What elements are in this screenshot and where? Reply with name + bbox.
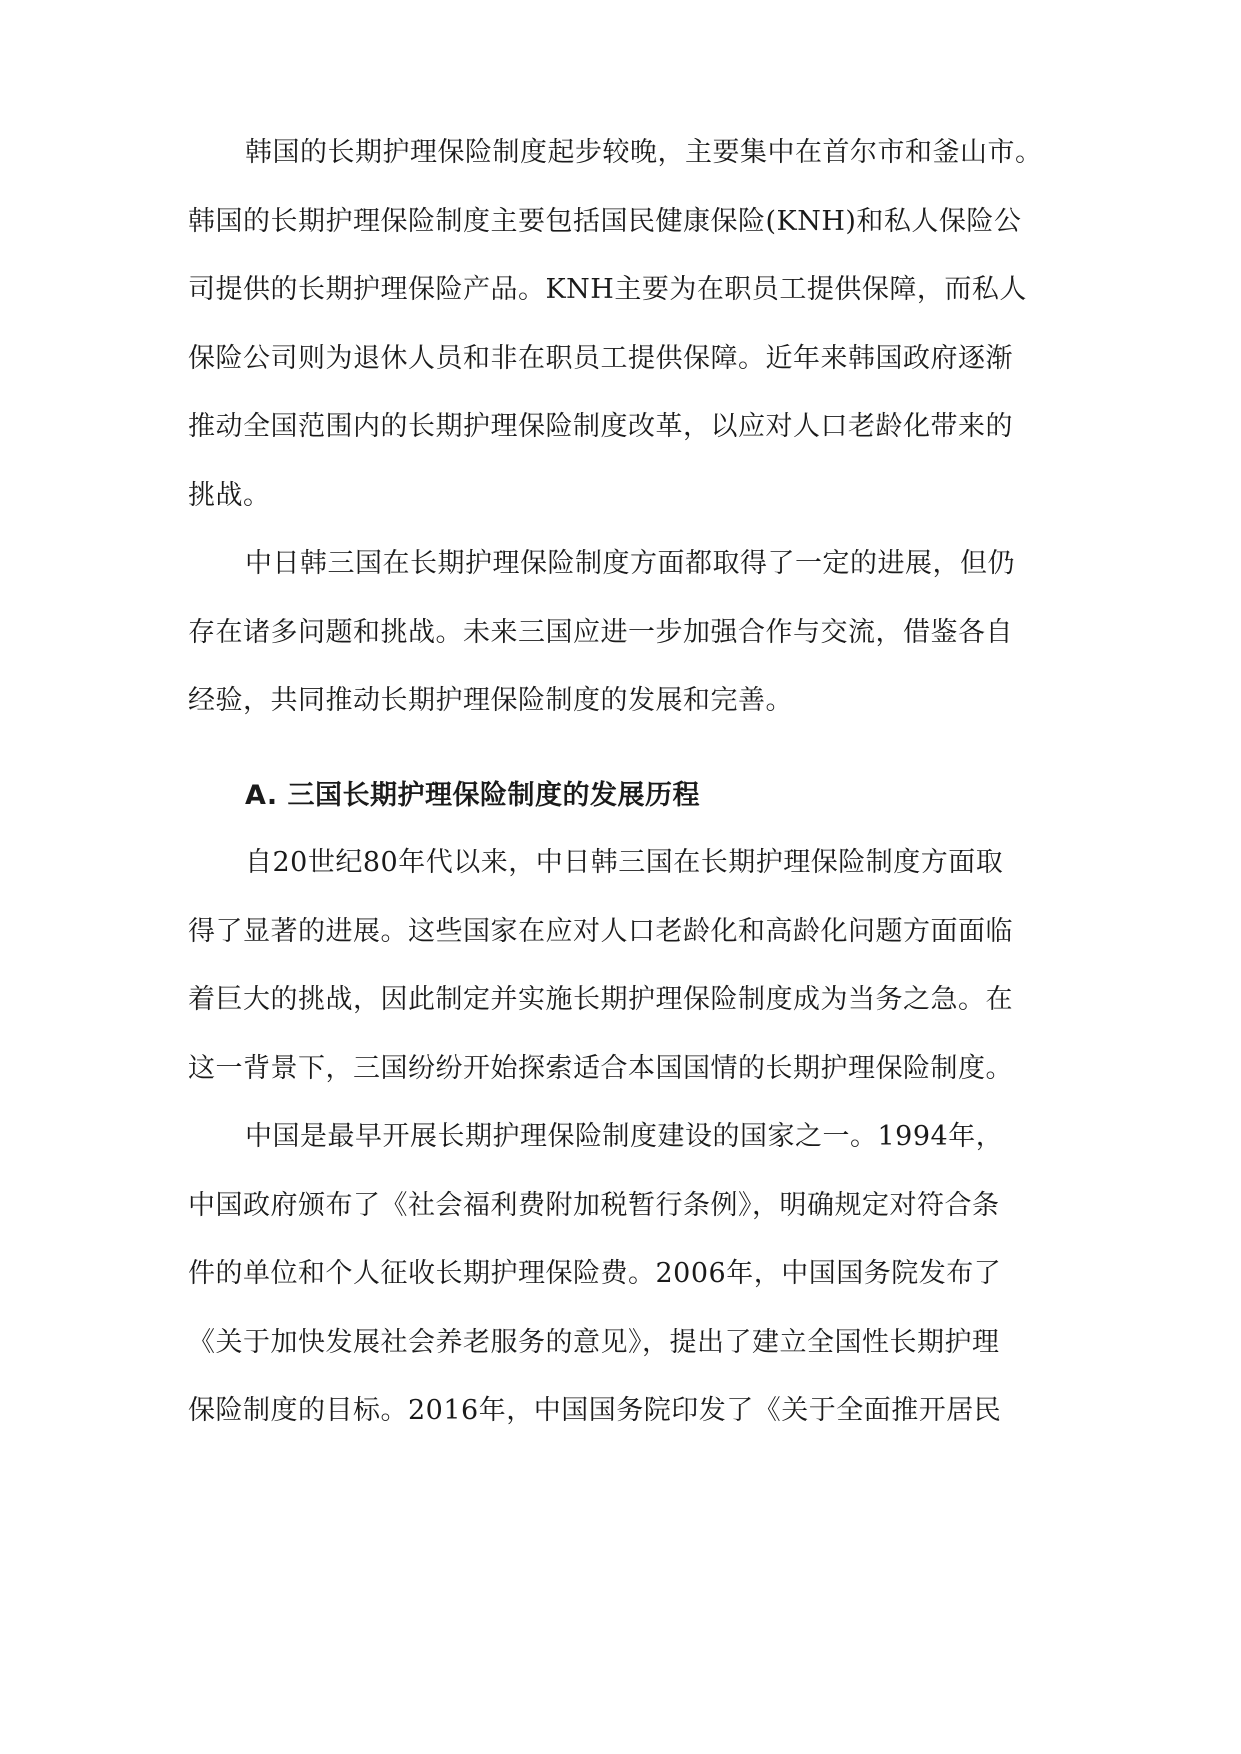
text-line: 自20世纪80年代以来，中日韩三国在长期护理保险制度方面取 xyxy=(245,847,1004,878)
text-line: 韩国的长期护理保险制度主要包括国民健康保险(KNH)和私人保险公 xyxy=(188,206,1022,237)
text-line: 着巨大的挑战，因此制定并实施长期护理保险制度成为当务之急。在 xyxy=(188,984,1013,1015)
text-line: 存在诸多问题和挑战。未来三国应进一步加强合作与交流，借鉴各自 xyxy=(188,617,1013,648)
text-line: 司提供的长期护理保险产品。KNH主要为在职员工提供保障，而私人 xyxy=(188,274,1027,305)
text-line: 经验，共同推动长期护理保险制度的发展和完善。 xyxy=(188,685,793,716)
text-line: 挑战。 xyxy=(188,480,271,511)
text-line: 保险公司则为退休人员和非在职员工提供保障。近年来韩国政府逐渐 xyxy=(188,343,1013,374)
text-line: 推动全国范围内的长期护理保险制度改革，以应对人口老龄化带来的 xyxy=(188,411,1013,442)
text-line: 得了显著的进展。这些国家在应对人口老龄化和高龄化问题方面面临 xyxy=(188,916,1013,947)
text-line: 中日韩三国在长期护理保险制度方面都取得了一定的进展，但仍 xyxy=(245,548,1015,579)
text-line: 《关于加快发展社会养老服务的意见》，提出了建立全国性长期护理 xyxy=(188,1327,1000,1358)
text-line: 保险制度的目标。2016年，中国国务院印发了《关于全面推开居民 xyxy=(188,1395,1002,1426)
text-line: 韩国的长期护理保险制度起步较晚，主要集中在首尔市和釜山市。 xyxy=(245,137,1043,168)
text-line: 这一背景下，三国纷纷开始探索适合本国国情的长期护理保险制度。 xyxy=(188,1053,1013,1084)
text-line: 中国是最早开展长期护理保险制度建设的国家之一。1994年， xyxy=(245,1121,1004,1152)
text-line: 中国政府颁布了《社会福利费附加税暂行条例》，明确规定对符合条 xyxy=(188,1190,1000,1221)
text-line: 件的单位和个人征收长期护理保险费。2006年，中国国务院发布了 xyxy=(188,1258,1002,1289)
section-heading: A. 三国长期护理保险制度的发展历程 xyxy=(245,780,701,811)
